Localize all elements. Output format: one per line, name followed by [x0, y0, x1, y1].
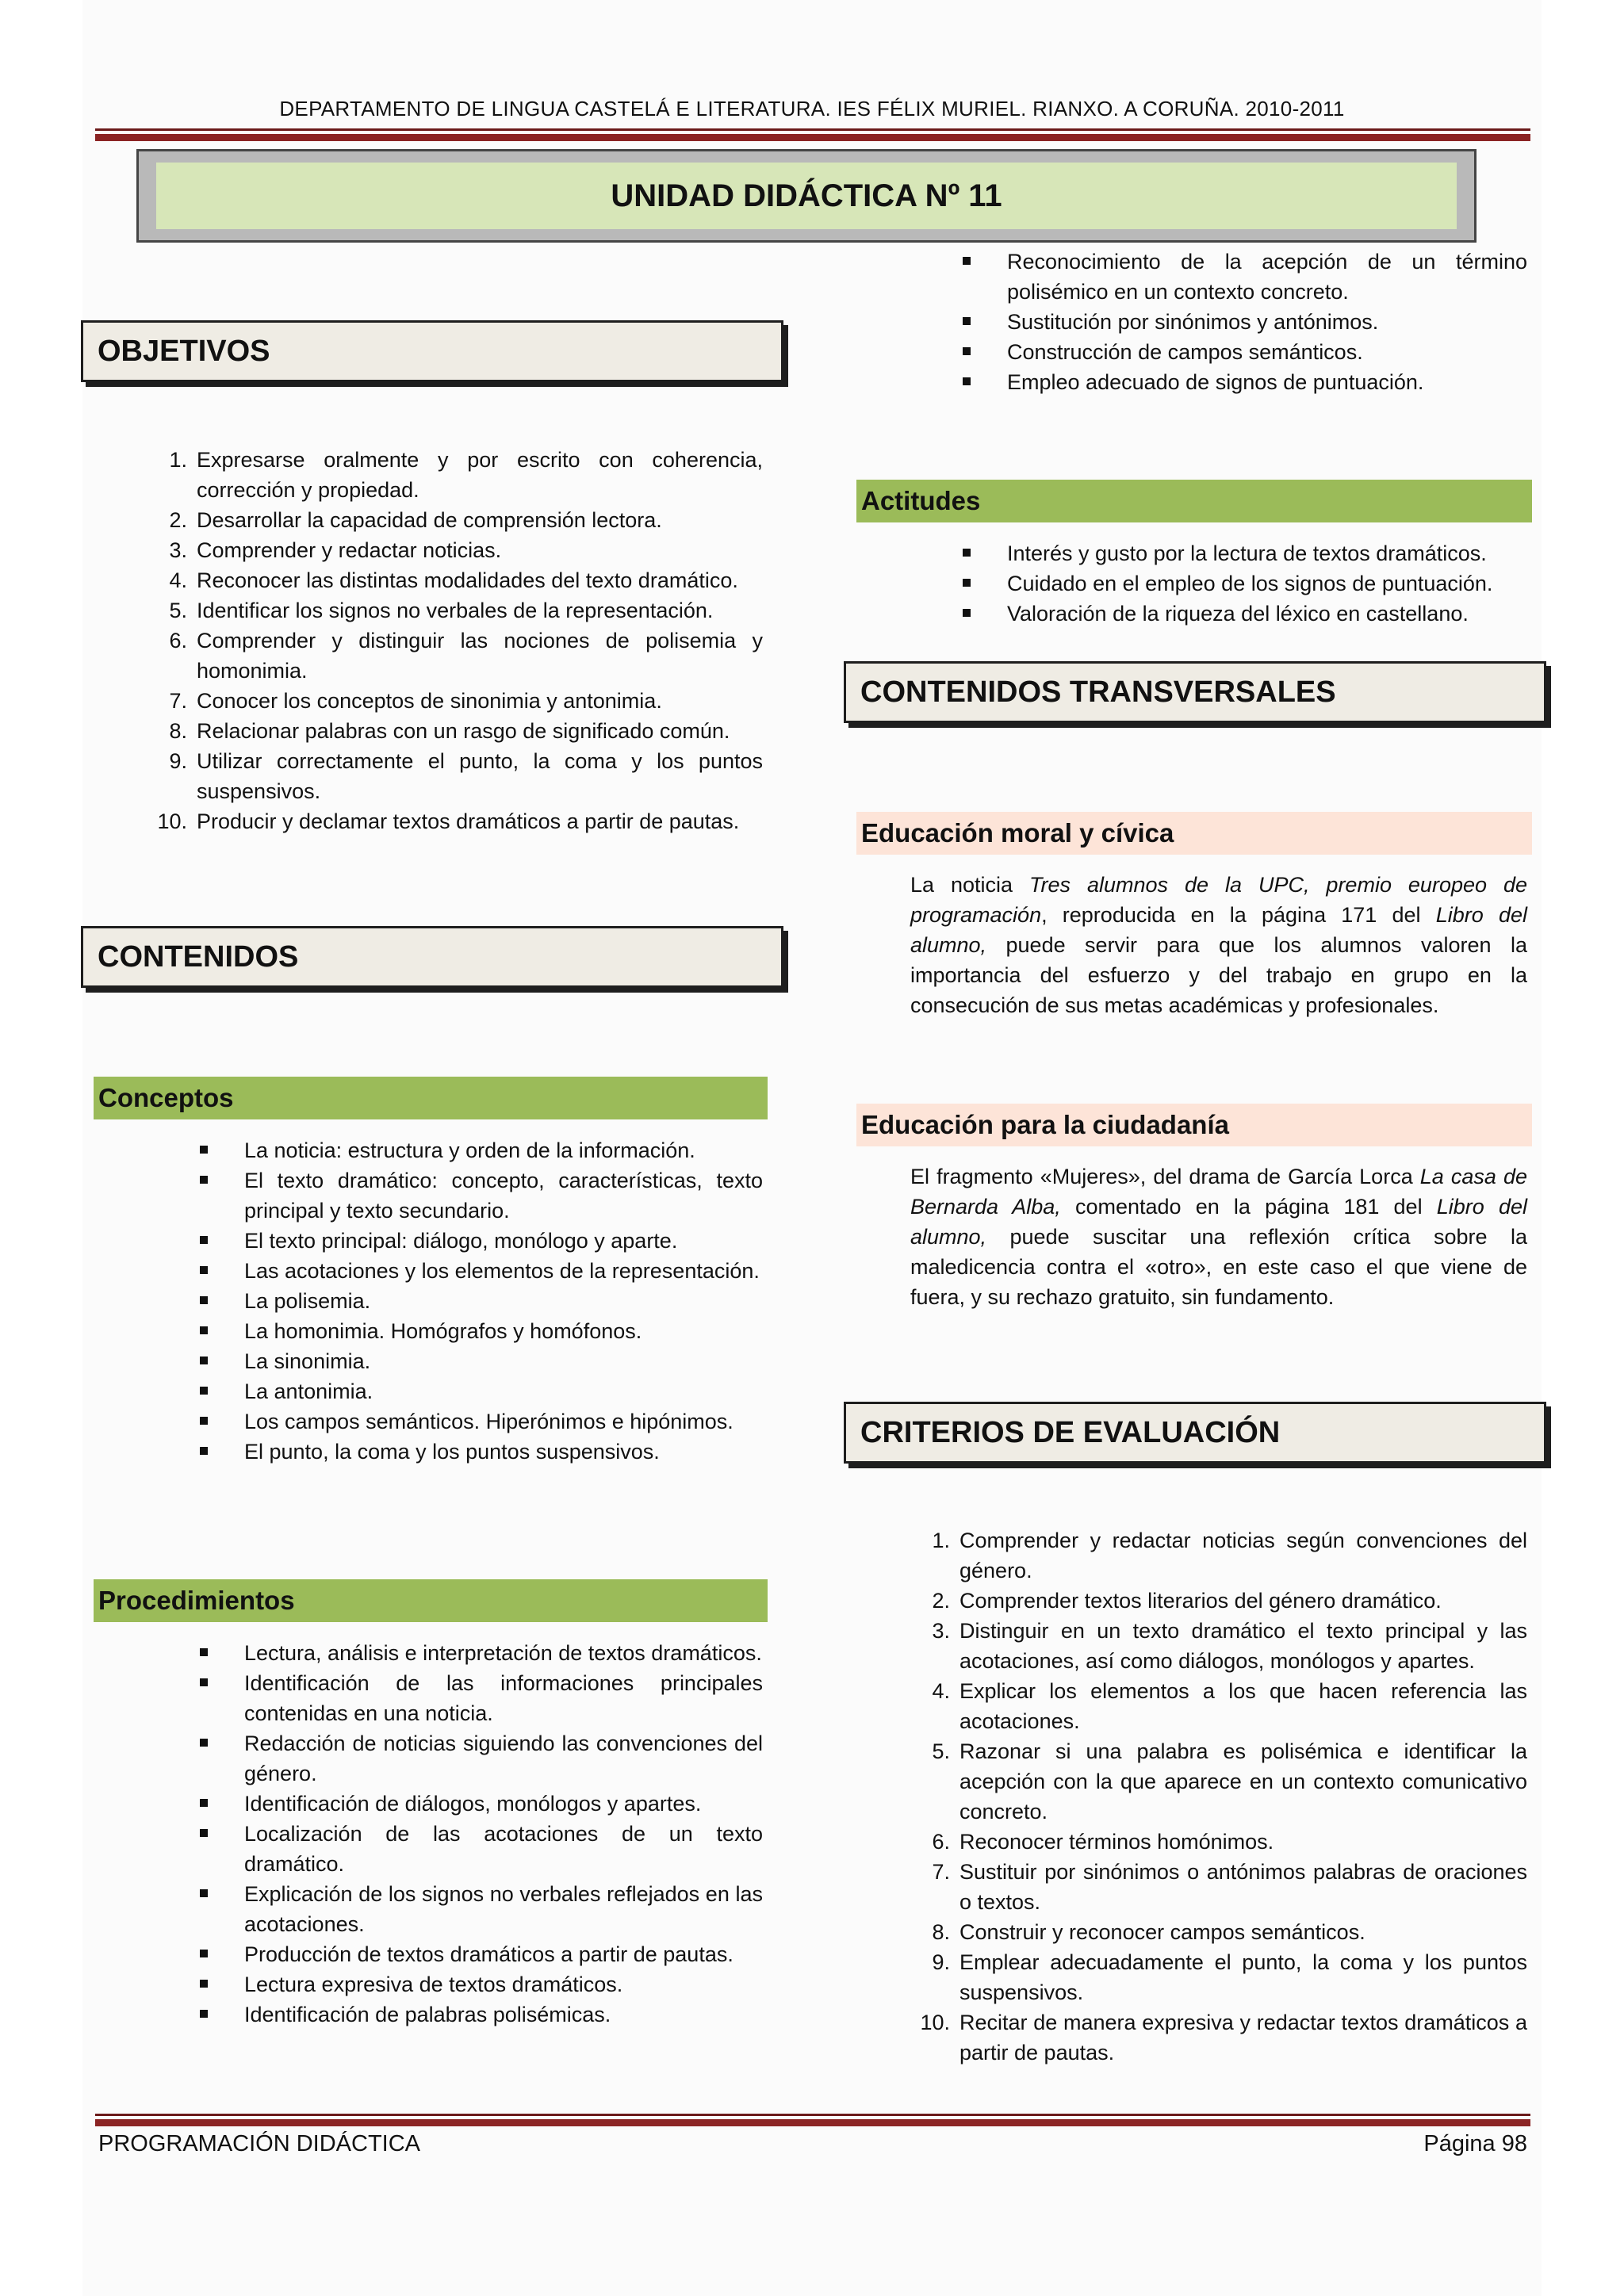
list-item: La homonimia. Homógrafos y homófonos.	[244, 1316, 763, 1346]
list-item: 8. Relacionar palabras con un rasgo de significado común.	[169, 719, 730, 743]
list-item: 6. Reconocer términos homónimos.	[932, 1830, 1274, 1854]
list-item: 3. Distinguir en un texto dramático el texto principal y las acotaciones, así como diálogos, monólogos y apartes.	[932, 1619, 1527, 1673]
list-item: El punto, la coma y los puntos suspensivos.	[244, 1437, 763, 1467]
list-item: Identificación de las informaciones principales contenidas en una noticia.	[244, 1668, 763, 1728]
list-item: Los campos semánticos. Hiperónimos e hipónimos.	[244, 1406, 763, 1437]
criterios-heading: CRITERIOS DE EVALUACIÓN	[844, 1402, 1546, 1464]
list-item: La sinonimia.	[244, 1346, 763, 1376]
objetivos-heading: OBJETIVOS	[81, 320, 783, 382]
list-item: 4. Explicar los elementos a los que hacen referencia las acotaciones.	[932, 1679, 1527, 1733]
list-item: Lectura expresiva de textos dramáticos.	[244, 1969, 763, 1999]
list-item: 2. Comprender textos literarios del género dramático.	[932, 1589, 1442, 1613]
educacion-moral-paragraph: La noticia Tres alumnos de la UPC, premio europeo de programación, reproducida en la página 171 del Libro del alumno, puede servir para que los alumnos valoren la importancia del esfuerzo y del trabajo en grupo en la consecución de sus metas académicas y profesionales.	[910, 873, 1528, 1017]
procedimientos-heading: Procedimientos	[94, 1579, 768, 1622]
list-item: 9. Emplear adecuadamente el punto, la coma y los puntos suspensivos.	[932, 1950, 1527, 2004]
list-item: Producción de textos dramáticos a partir de pautas.	[244, 1939, 763, 1969]
criterios-list	[920, 1525, 1527, 2068]
list-item: Cuidado en el empleo de los signos de puntuación.	[1007, 568, 1527, 599]
list-item: 5. Razonar si una palabra es polisémica e identificar la acepción con la que aparece en un contexto comunicativo concreto.	[932, 1739, 1527, 1823]
list-item: Identificación de diálogos, monólogos y apartes.	[244, 1789, 763, 1819]
page-header: DEPARTAMENTO DE LINGUA CASTELÁ E LITERATURA. IES FÉLIX MURIEL. RIANXO. A CORUÑA. 2010-2011	[279, 97, 1345, 121]
educacion-ciudadania-heading: Educación para la ciudadanía	[856, 1104, 1532, 1146]
unit-title: UNIDAD DIDÁCTICA Nº 11	[156, 163, 1457, 229]
list-item: 7. Conocer los conceptos de sinonimia y antonimia.	[169, 689, 662, 713]
educacion-moral-heading: Educación moral y cívica	[856, 812, 1532, 855]
footer-rule	[95, 2114, 1530, 2126]
list-item: Explicación de los signos no verbales reflejados en las acotaciones.	[244, 1879, 763, 1939]
list-item: Identificación de palabras polisémicas.	[244, 1999, 763, 2030]
header-rule	[95, 128, 1530, 141]
list-item: Construcción de campos semánticos.	[1007, 337, 1527, 367]
educacion-ciudadania-paragraph: El fragmento «Mujeres», del drama de García Lorca La casa de Bernarda Alba, comentado en la página 181 del Libro del alumno, puede suscitar una reflexión crítica sobre la maledicencia contra el «otro», en este caso el que viene de fuera, y su rechazo gratuito, sin fundamento.	[910, 1165, 1527, 1309]
list-item: 10. Producir y declamar textos dramáticos a partir de pautas.	[157, 809, 740, 833]
list-item: El texto dramático: concepto, características, texto principal y texto secundario.	[244, 1165, 763, 1226]
page-number: Página 98	[1423, 2131, 1527, 2156]
footer-title: PROGRAMACIÓN DIDÁCTICA	[98, 2131, 421, 2156]
list-item: La antonimia.	[244, 1376, 763, 1406]
list-item: La polisemia.	[244, 1286, 763, 1316]
procedimientos-list	[244, 1638, 763, 2030]
objetivos-list	[157, 445, 763, 836]
list-item: 7. Sustituir por sinónimos o antónimos palabras de oraciones o textos.	[932, 1860, 1527, 1914]
list-item: 6. Comprender y distinguir las nociones de polisemia y homonimia.	[169, 629, 763, 683]
list-item: Lectura, análisis e interpretación de textos dramáticos.	[244, 1638, 763, 1668]
list-item: 1. Expresarse oralmente y por escrito con coherencia, corrección y propiedad.	[169, 448, 763, 502]
list-item: 3. Comprender y redactar noticias.	[169, 538, 502, 562]
list-item: Valoración de la riqueza del léxico en castellano.	[1007, 599, 1527, 629]
contenidos-heading: CONTENIDOS	[81, 926, 783, 988]
transversales-heading: CONTENIDOS TRANSVERSALES	[844, 661, 1546, 723]
list-item: Redacción de noticias siguiendo las convenciones del género.	[244, 1728, 763, 1789]
title-box	[136, 149, 1477, 243]
list-item: Localización de las acotaciones de un texto dramático.	[244, 1819, 763, 1879]
list-item: Reconocimiento de la acepción de un término polisémico en un contexto concreto.	[1007, 247, 1527, 307]
list-item: La noticia: estructura y orden de la información.	[244, 1135, 763, 1165]
list-item: 2. Desarrollar la capacidad de comprensión lectora.	[169, 508, 662, 532]
list-item: 9. Utilizar correctamente el punto, la coma y los puntos suspensivos.	[169, 749, 763, 803]
conceptos-heading: Conceptos	[94, 1077, 768, 1119]
list-item: 4. Reconocer las distintas modalidades del texto dramático.	[169, 568, 738, 592]
list-item: Interés y gusto por la lectura de textos dramáticos.	[1007, 538, 1527, 568]
conceptos-list	[244, 1135, 763, 1467]
list-item: 8. Construir y reconocer campos semánticos.	[932, 1920, 1365, 1944]
actitudes-heading: Actitudes	[856, 480, 1532, 522]
list-item: Empleo adecuado de signos de puntuación.	[1007, 367, 1527, 397]
list-item: 1. Comprender y redactar noticias según convenciones del género.	[932, 1529, 1527, 1582]
procedimientos-list-continued	[1007, 247, 1527, 397]
actitudes-list	[1007, 538, 1527, 629]
list-item: El texto principal: diálogo, monólogo y aparte.	[244, 1226, 763, 1256]
list-item: Sustitución por sinónimos y antónimos.	[1007, 307, 1527, 337]
list-item: 5. Identificar los signos no verbales de la representación.	[169, 599, 714, 622]
list-item: Las acotaciones y los elementos de la representación.	[244, 1256, 763, 1286]
list-item: 10. Recitar de manera expresiva y redactar textos dramáticos a partir de pautas.	[920, 2011, 1527, 2064]
